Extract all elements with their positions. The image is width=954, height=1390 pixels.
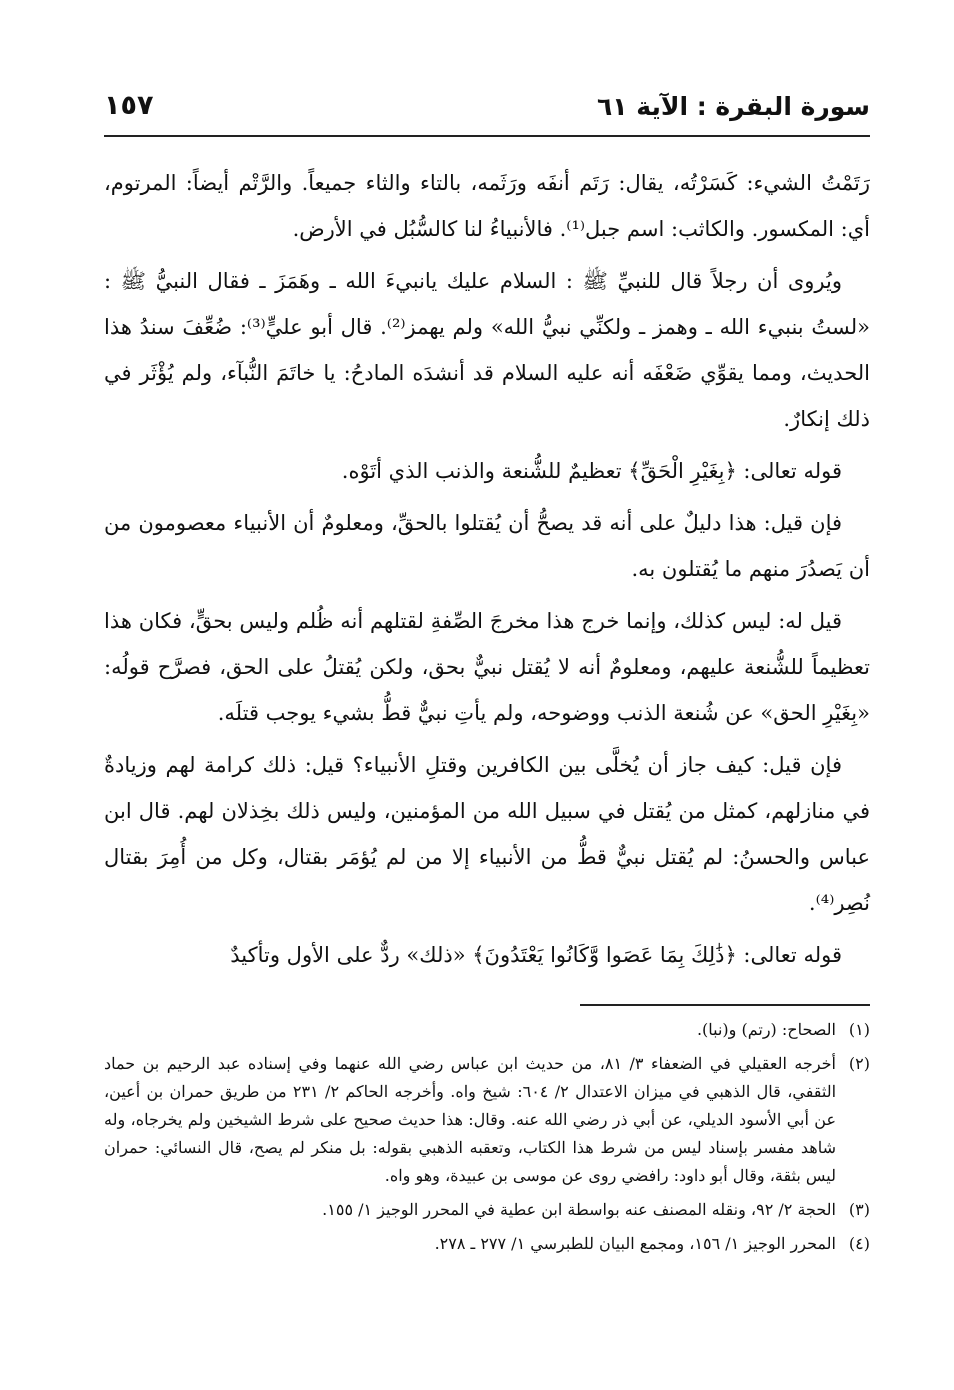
main-text xyxy=(104,160,870,984)
footnote-number: (٣) xyxy=(848,1200,870,1219)
footnote-divider xyxy=(580,1004,870,1006)
paragraph: قيل له: ليس كذلك، وإنما خرج هذا مخرجَ الصِّفةِ لقتلهم أنه ظُلم وليس بحقٍّ، فكان هذا تعظيماً للشُّنعة عليهم، ومعلومٌ أنه لا يُقتل نبيٌّ بحق، ولكن يُقتلُ على الحق، فصرَّح قولُه: «بِغَيْرِ الحق» عن شُنعة الذنب ووضوحه، ولم يأتِ نبيٌّ قطُّ بشيء يوجب قتلَه. xyxy=(104,609,871,725)
footnote-number: (٤) xyxy=(848,1234,870,1253)
footnote xyxy=(104,1230,870,1258)
footnote-text: الحجة ٢/ ٩٢، ونقله المصنف عنه بواسطة ابن عطية في المحرر الوجيز ١/ ١٥٥. xyxy=(322,1200,836,1219)
paragraph: فإن قيل: هذا دليلٌ على أنه قد يصحُّ أن يُقتلوا بالحقِّ، ومعلومٌ أن الأنبياء معصومون من أن يَصدُرَ منهم ما يُقتلون به. xyxy=(104,511,870,581)
header-divider xyxy=(104,135,870,137)
paragraph: قوله تعالى: ﴿بِغَيْرِ الْحَقِّ﴾ تعظيمٌ للشُّنعة والذنب الذي أتَوْه. xyxy=(341,459,842,483)
paragraph: قوله تعالى: ﴿ذَٰلِكَ بِمَا عَصَوا وَّكَانُوا يَعْتَدُونَ﴾ «ذلك» ردٌّ على الأول وتأكيدٌ xyxy=(230,943,842,967)
footnote xyxy=(104,1016,870,1044)
paragraph: رَتَمْتُ الشيء: كَسَرْتُه، يقال: رَتَم أنفَه ورَثَمه، بالتاء والثاء جميعاً. والرَّتْم أيضاً: المرتوم، أي: المكسور. والكاثب: اسم جبل⁽¹⁾. فالأنبياءُ لنا كالسُّبُل في الأرض. xyxy=(104,171,870,241)
footnote-text: المحرر الوجيز ١/ ١٥٦، ومجمع البيان للطبرسي ١/ ٢٧٧ ـ ٢٧٨. xyxy=(434,1234,836,1253)
paragraph: فإن قيل: كيف جاز أن يُخلَّى بين الكافرين وقتلِ الأنبياء؟ قيل: ذلك كرامة لهم وزيادةٌ في منازلهم، كمثل من يُقتل في سبيل الله من المؤمنين، وليس ذلك بخِذلان لهم. قال ابن عباس والحسنُ: لم يُقتل نبيٌّ قطُّ من الأنبياء إلا من لم يُؤمَر بقتال، وكل من أُمِرَ بقتال نُصِر⁽⁴⁾. xyxy=(104,753,870,915)
footnote-number: (١) xyxy=(848,1020,870,1039)
paragraph: ويُروى أن رجلاً قال للنبيِّ ﷺ : السلام عليك يانبيءَ الله ـ وهَمَزَ ـ فقال النبيُّ ﷺ : «لستُ بنبيء الله ـ وهمز ـ ولكنِّي نبيُّ الله» ولم يهمز⁽²⁾. قال أبو عليٍّ⁽³⁾: ضُعِّفَ سندُ هذا الحديث، ومما يقوِّي ضَعْفَه أنه عليه السلام قد أنشدَه المادحُ: يا خاتَمَ النُّبآء، ولم يُؤْثَر في ذلك إنكارٌ. xyxy=(104,269,870,431)
footnote xyxy=(104,1196,870,1224)
footnote-text: الصحاح: (رتم) و(نبا). xyxy=(696,1020,836,1039)
footnote-text: أخرجه العقيلي في الضعفاء ٣/ ٨١، من حديث ابن عباس رضي الله عنهما وفي إسناده عبد الرحيم بن حماد الثقفي، قال الذهبي في ميزان الاعتدال ٢/ ٦٠٤: شيخ واه. وأخرجه الحاكم ٢/ ٢٣١ من طريق حمران بن أعين، عن أبي الأسود الديلي، عن أبي ذر رضي الله عنه. وقال: هذا حديث صحيح على شرط الشيخين ولم يخرجاه، وله شاهد مفسر بإسناد ليس من شرط هذا الكتاب، وتعقبه الذهبي بقوله: بل منكر لم يصح، قال النسائي: حمران ليس بثقة، وقال أبو داود: رافضي روى عن موسى بن عبيدة، وهو واه. xyxy=(104,1054,837,1185)
page-number: ١٥٧ xyxy=(104,90,154,121)
footnote-number: (٢) xyxy=(848,1054,870,1073)
footnotes xyxy=(104,1016,870,1264)
running-header-title: سورة البقرة : الآية ٦١ xyxy=(597,92,870,121)
footnote xyxy=(104,1050,870,1190)
